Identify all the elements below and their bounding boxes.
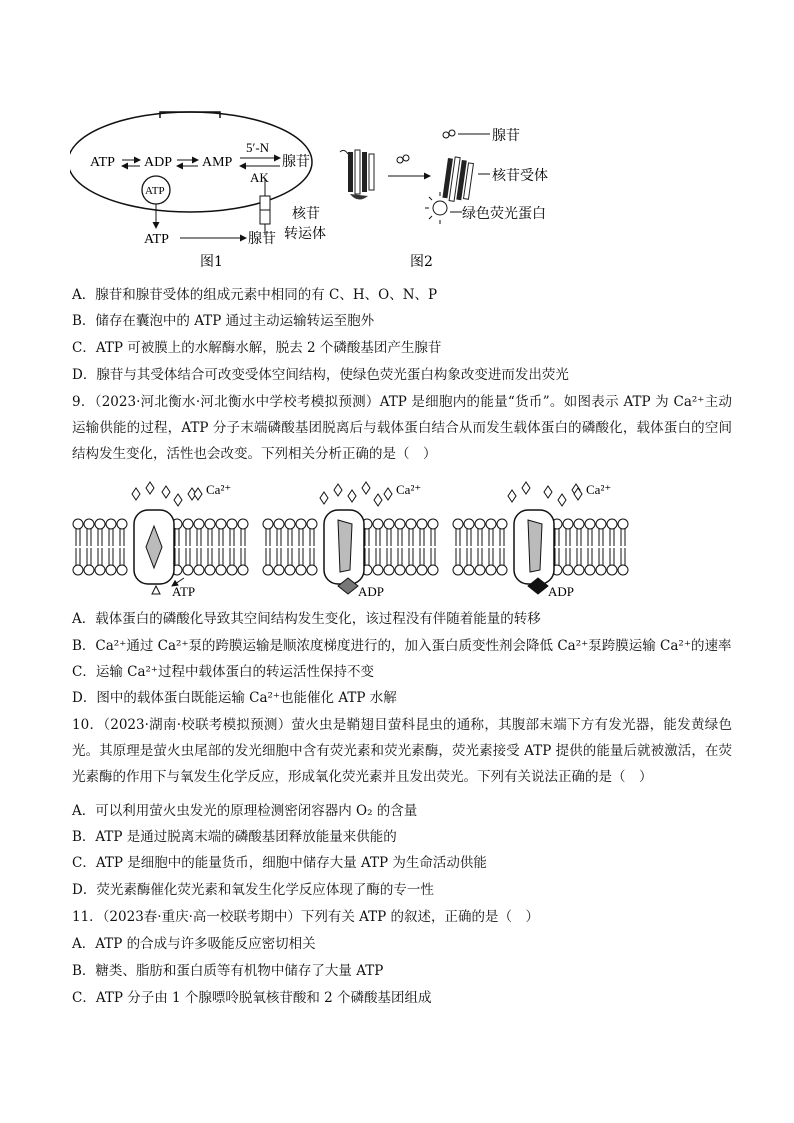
q11-option-a: A．ATP 的合成与许多吸能反应密切相关 — [72, 936, 316, 952]
q10-option-a: A．可以利用萤火虫发光的原理检测密闭容器内 O₂ 的含量 — [72, 803, 418, 819]
fig1-atp-label: ATP — [90, 155, 115, 170]
fig1-vesicle-atp: ATP — [145, 185, 165, 197]
atp-label: ATP — [172, 584, 196, 599]
q9-membrane-figure — [72, 474, 672, 600]
ca-ion-label: Ca²⁺ — [206, 482, 232, 497]
q9-option-b: B．Ca²⁺通过 Ca²⁺泵的跨膜运输是顺浓度梯度进行的，加入蛋白质变性剂会降低 Ca²⁺泵跨膜运输 Ca²⁺的速率 — [72, 638, 732, 654]
fig1-adenosine-inner: 腺苷 — [282, 154, 310, 170]
q9-option-c: C．运输 Ca²⁺过程中载体蛋白的转运活性保持不变 — [72, 664, 375, 680]
adp-label: ADP — [358, 584, 385, 599]
q9-panel-2 — [263, 482, 438, 599]
figure-1-diagram — [70, 112, 326, 270]
fig2-caption: 图2 — [410, 254, 433, 270]
q10-option-c: C．ATP 是细胞中的能量货币，细胞中储存大量 ATP 为生命活动供能 — [72, 855, 487, 871]
q10-stem: 10．（2023·湖南·校联考模拟预测）萤火虫是鞘翅目萤科昆虫的通称，其腹部末端下方有发光器，能发黄绿色光。其原理是萤火虫尾部的发光细胞中含有荧光素和荧光素酶，荧光素接受 ATP 提供的能量后就被激活，在荧光素酶的作用下与氧发生化学反应，形成氧化荧光素并且发出荧光。下列有关说法正确的是（ ） — [72, 717, 732, 785]
q9-option-a: A．载体蛋白的磷酸化导致其空间结构发生变化，该过程没有伴随着能量的转移 — [72, 611, 541, 627]
fig2-receptor-label: 核苷受体 — [492, 168, 548, 184]
fig1-5n-label: 5′-N — [246, 140, 270, 155]
q9-stem: 9．（2023·河北衡水·河北衡水中学校考模拟预测）ATP 是细胞内的能量“货币”。如图表示 ATP 为 Ca²⁺主动运输供能的过程，ATP 分子末端磷酸基团脱离后与载体蛋白结合从而发生载体蛋白的磷酸化，载体蛋白的空间结构发生变化，活性也会改变。下列相关分析正确的是（ ） — [72, 394, 732, 462]
q8-option-b: B．储存在囊泡中的 ATP 通过主动运输转运至胞外 — [72, 313, 375, 329]
fig2-gfp-label: 绿色荧光蛋白 — [462, 206, 546, 222]
q10-option-d: D．荧光素酶催化荧光素和氧发生化学反应体现了酶的专一性 — [72, 882, 434, 898]
q9-panel-3 — [453, 482, 628, 599]
ca-ion-label: Ca²⁺ — [396, 482, 422, 497]
figure-2-diagram — [340, 128, 548, 270]
fig2-adenosine-label: 腺苷 — [492, 128, 520, 144]
q9-panel-1 — [73, 482, 248, 599]
q9-option-d: D．图中的载体蛋白既能运输 Ca²⁺也能催化 ATP 水解 — [72, 690, 397, 706]
figure-1-and-2 — [70, 100, 730, 280]
q11-option-b: B．糖类、脂肪和蛋白质等有机物中储存了大量 ATP — [72, 963, 384, 979]
fig1-ak-label: AK — [250, 170, 269, 185]
fig1-adenosine-out: 腺苷 — [248, 231, 276, 247]
fig1-caption: 图1 — [200, 254, 223, 270]
ca-ion-label: Ca²⁺ — [586, 482, 612, 497]
fig1-transporter-label: 核苷 — [292, 206, 320, 222]
fig1-atp-out: ATP — [144, 232, 169, 247]
q8-option-c: C．ATP 可被膜上的水解酶水解，脱去 2 个磷酸基团产生腺苷 — [72, 340, 442, 356]
q11-option-c: C．ATP 分子由 1 个腺嘌呤脱氧核苷酸和 2 个磷酸基团组成 — [72, 990, 432, 1006]
adp-label: ADP — [548, 584, 575, 599]
q8-option-a: A．腺苷和腺苷受体的组成元素中相同的有 C、H、O、N、P — [72, 287, 438, 303]
q8-option-d: D．腺苷与其受体结合可改变受体空间结构，使绿色荧光蛋白构象改变进而发出荧光 — [72, 367, 569, 383]
fig1-transporter-label-2: 转运体 — [284, 226, 326, 242]
fig1-adp-label: ADP — [144, 155, 173, 170]
q11-stem: 11．（2023春·重庆·高一校联考期中）下列有关 ATP 的叙述，正确的是（ ） — [72, 909, 540, 925]
fig1-amp-label: AMP — [202, 155, 233, 170]
q10-option-b: B．ATP 是通过脱离末端的磷酸基团释放能量来供能的 — [72, 829, 397, 845]
